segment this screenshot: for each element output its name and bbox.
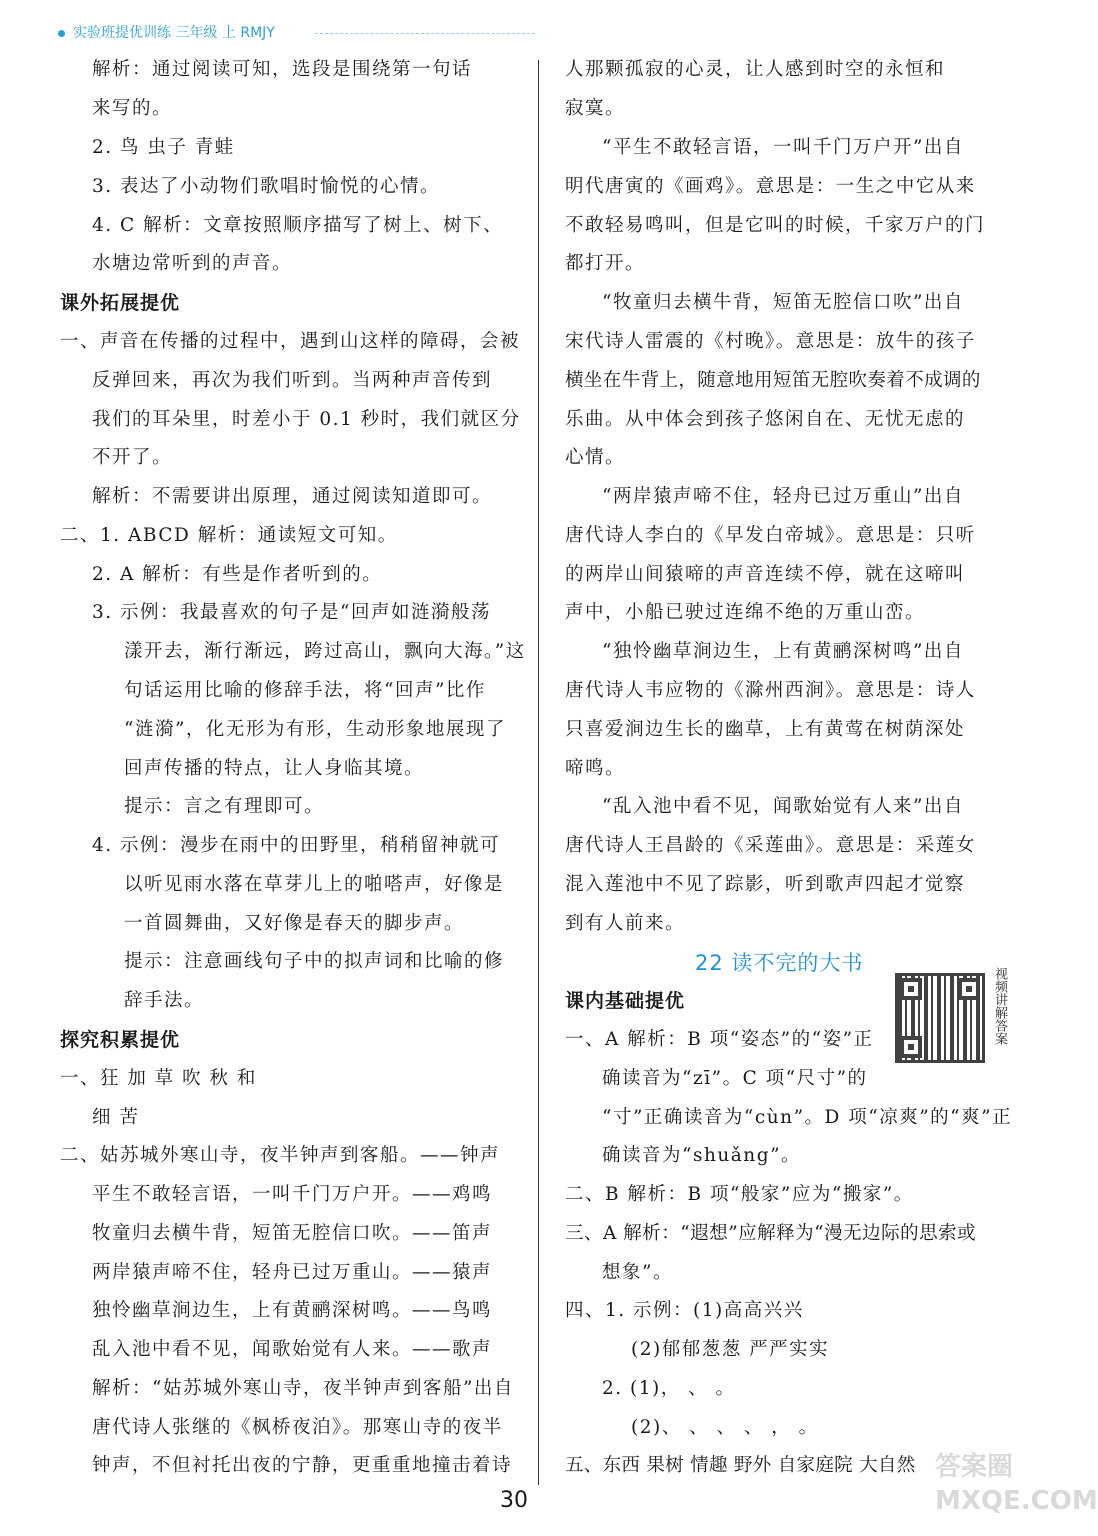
text-line: 人那颗孤寂的心灵，让人感到时空的永恒和	[565, 59, 946, 80]
text-line: 混入莲池中不见了踪影，听到歌声四起才觉察	[565, 874, 966, 895]
section-heading: 课内基础提优	[565, 990, 686, 1012]
text-line: 想象”。	[602, 1262, 673, 1283]
qr-finder-icon	[900, 1036, 922, 1058]
text-line: 2. A 解析：有些是作者听到的。	[92, 564, 383, 585]
text-line: “涟漪”，化无形为有形，生动形象地展现了	[124, 719, 506, 740]
text-line: 来写的。	[92, 98, 173, 119]
text-line: 不敢轻易鸣叫，但是它叫的时候，千家万户的门	[565, 215, 986, 236]
lesson-title: 22 读不完的大书	[695, 951, 864, 975]
header-rule	[315, 33, 535, 34]
text-line: “牧童归去横牛背，短笛无腔信口吹”出自	[602, 292, 964, 313]
text-line: 4. 示例：漫步在雨中的田野里，稍稍留神就可	[92, 835, 501, 856]
text-line: 水塘边常听到的声音。	[92, 253, 293, 274]
text-line: 横坐在牛背上，随意地用短笛无腔吹奏着不成调的	[565, 370, 981, 391]
text-line: 都打开。	[565, 253, 646, 274]
text-line: 漾开去，渐行渐远，跨过高山，飘向大海。”这	[124, 641, 526, 662]
text-line: “平生不敢轻言语，一叫千门万户开”出自	[602, 137, 964, 158]
running-header	[58, 22, 378, 40]
text-line: 到有人前来。	[565, 913, 686, 934]
text-line: 啼鸣。	[565, 758, 626, 779]
text-line: 辞手法。	[124, 990, 205, 1011]
text-line: 一、狂 加 草 吹 秋 和	[60, 1068, 257, 1089]
text-line: “寸”正确读音为“cùn”。D 项“凉爽”的“爽”正	[602, 1107, 1013, 1128]
text-line: 细 苦	[92, 1107, 140, 1128]
qr-finder-icon	[958, 978, 980, 1000]
qr-code[interactable]	[895, 967, 1010, 1073]
text-line: 平生不敢轻言语，一叫千门万户开。——鸡鸣	[92, 1184, 493, 1205]
text-line: 4. C 解析：文章按照顺序描写了树上、树下、	[92, 215, 504, 236]
text-line: 3. 表达了小动物们歌唱时愉悦的心情。	[92, 176, 441, 197]
text-line: 确读音为“shuǎng”。	[602, 1145, 802, 1166]
text-line: 一、A 解析：B 项“姿态”的“姿”正	[565, 1029, 874, 1050]
text-line: 明代唐寅的《画鸡》。意思是：一生之中它从来	[565, 176, 976, 197]
qr-side-label: 视频讲解答案	[992, 967, 1007, 1045]
qr-code-icon	[895, 973, 985, 1063]
text-line: 乱入池中看不见，闻歌始觉有人来。——歌声	[92, 1339, 493, 1360]
text-line: “独怜幽草涧边生，上有黄鹂深树鸣”出自	[602, 641, 964, 662]
text-line: 的两岸山间猿啼的声音连续不停，就在这啼叫	[565, 564, 966, 585]
text-line: 2. (1)， 、 。	[602, 1378, 736, 1399]
text-line: 声中，小船已驶过连绵不绝的万重山峦。	[565, 602, 926, 623]
text-line: 唐代诗人韦应物的《滁州西涧》。意思是：诗人	[565, 680, 976, 701]
section-heading: 课外拓展提优	[60, 292, 181, 314]
text-line: (2)郁郁葱葱 严严实实	[631, 1339, 830, 1360]
text-line: “两岸猿声啼不住，轻舟已过万重山”出自	[602, 486, 964, 507]
text-line: 句话运用比喻的修辞手法，将“回声”比作	[124, 680, 486, 701]
text-line: 二、B 解析：B 项“般家”应为“搬家”。	[565, 1184, 914, 1205]
text-line: 牧童归去横牛背，短笛无腔信口吹。——笛声	[92, 1223, 493, 1244]
text-line: 二、姑苏城外寒山寺，夜半钟声到客船。——钟声	[60, 1145, 501, 1166]
text-line: 四、1. 示例：(1)高高兴兴	[565, 1300, 804, 1321]
text-line: 三、A 解析：“遐想”应解释为“漫无边际的思索或	[565, 1223, 977, 1244]
text-line: 确读音为“zī”。C 项“尺寸”的	[602, 1068, 868, 1089]
page-number: 30	[500, 1488, 528, 1513]
text-line: 解析：通过阅读可知，选段是围绕第一句话	[92, 59, 473, 80]
header-title: 实验班提优训练 三年级 上 RMJY	[73, 25, 275, 41]
text-line: “乱入池中看不见，闻歌始觉有人来”出自	[602, 796, 964, 817]
text-line: 钟声，不但衬托出夜的宁静，更重重地撞击着诗	[92, 1455, 513, 1476]
text-line: 唐代诗人张继的《枫桥夜泊》。那寒山寺的夜半	[92, 1417, 503, 1438]
text-line: 二、1. ABCD 解析：通读短文可知。	[60, 525, 398, 546]
text-line: 提示：言之有理即可。	[124, 796, 325, 817]
text-line: 乐曲。从中体会到孩子悠闲自在、无忧无虑的	[565, 409, 966, 430]
text-line: 宋代诗人雷震的《村晚》。意思是：放牛的孩子	[565, 331, 976, 352]
text-line: 提示：注意画线句子中的拟声词和比喻的修	[124, 951, 505, 972]
bullet-dot-icon	[58, 30, 65, 37]
text-line: 唐代诗人王昌龄的《采莲曲》。意思是：采莲女	[565, 835, 976, 856]
text-line: 回声传播的特点，让人身临其境。	[124, 758, 425, 779]
text-line: 唐代诗人李白的《早发白帝城》。意思是：只听	[565, 525, 976, 546]
column-divider	[538, 60, 539, 1485]
text-line: 解析：“姑苏城外寒山寺，夜半钟声到客船”出自	[92, 1378, 514, 1399]
text-line: 一、声音在传播的过程中，遇到山这样的障碍，会被	[60, 331, 521, 352]
text-line: 我们的耳朵里，时差小于 0.1 秒时，我们就区分	[92, 409, 521, 430]
text-line: 一首圆舞曲，又好像是春天的脚步声。	[124, 913, 465, 934]
text-line: 独怜幽草涧边生，上有黄鹂深树鸣。——鸟鸣	[92, 1300, 493, 1321]
text-line: 2. 鸟 虫子 青蛙	[92, 137, 235, 158]
text-line: 不开了。	[92, 447, 173, 468]
text-line: 3. 示例：我最喜欢的句子是“回声如涟漪般荡	[92, 602, 491, 623]
section-heading: 探究积累提优	[60, 1029, 181, 1051]
qr-finder-icon	[900, 978, 922, 1000]
text-line: 寂寞。	[565, 98, 626, 119]
text-line: 以听见雨水落在草芽儿上的啪嗒声，好像是	[124, 874, 505, 895]
text-line: (2)、 、 、 、 ， 。	[631, 1417, 819, 1438]
text-line: 只喜爱涧边生长的幽草，上有黄莺在树荫深处	[565, 719, 966, 740]
text-line: 两岸猿声啼不住，轻舟已过万重山。——猿声	[92, 1262, 493, 1283]
text-line: 反弹回来，再次为我们听到。当两种声音传到	[92, 370, 493, 391]
text-line: 解析：不需要讲出原理，通过阅读知道即可。	[92, 486, 493, 507]
text-line: 五、东西 果树 情趣 野外 自家庭院 大自然	[565, 1455, 916, 1476]
watermark-logo: 答案圈 MXQE.COM	[935, 1452, 1098, 1516]
text-line: 心情。	[565, 447, 626, 468]
